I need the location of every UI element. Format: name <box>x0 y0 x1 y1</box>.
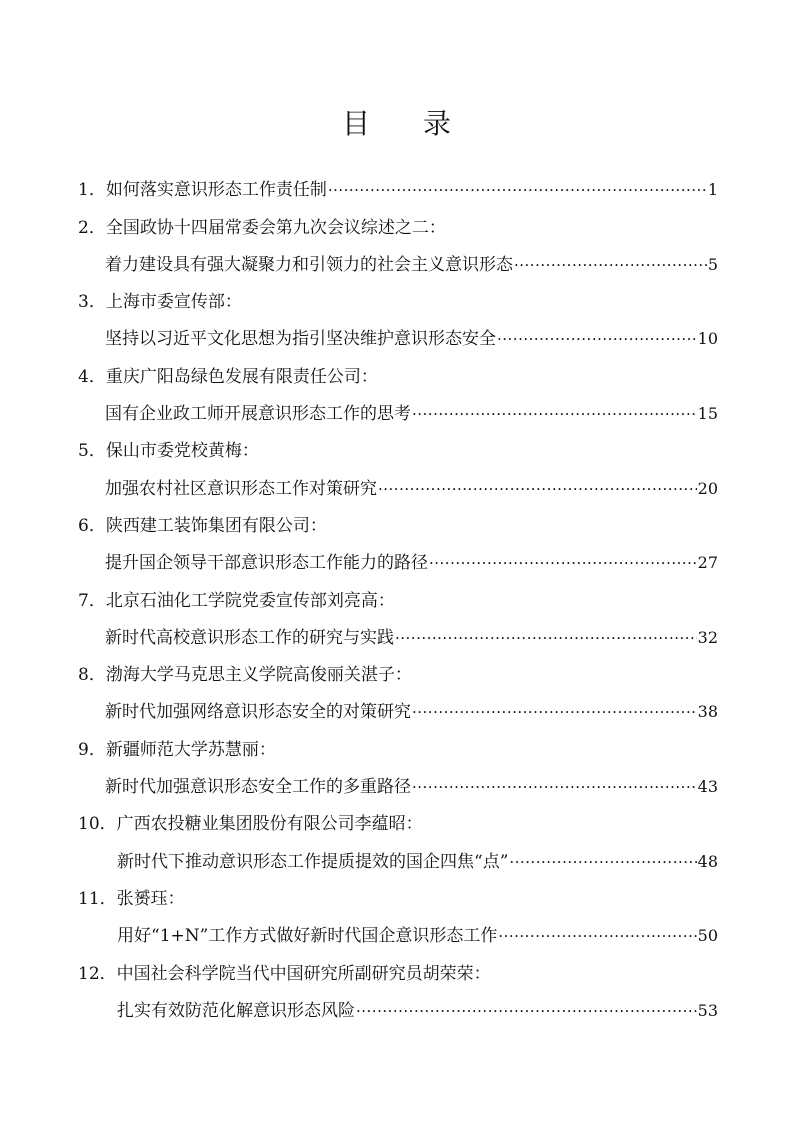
entry-number: 7． <box>78 591 106 611</box>
dot-leader <box>412 402 697 426</box>
entry-subtitle: 提升国企领导干部意识形态工作能力的路径 <box>105 553 428 573</box>
dot-leader <box>509 850 696 874</box>
entry-subtitle: 新时代加强意识形态安全工作的多重路径 <box>105 777 411 797</box>
entry-subtitle: 扎实有效防范化解意识形态风险 <box>117 1001 355 1021</box>
entry-number: 10． <box>78 814 117 834</box>
toc-entry-7[interactable] <box>105 626 718 650</box>
dot-leader <box>328 178 707 202</box>
entry-heading: 张赟珏： <box>116 889 185 909</box>
toc-entry-8[interactable] <box>105 700 718 724</box>
toc-entry-8-heading <box>78 663 412 687</box>
dot-leader <box>429 551 697 575</box>
entry-heading: 上海市委宣传部： <box>105 292 242 312</box>
dot-leader <box>498 924 696 948</box>
entry-number: 3． <box>78 292 106 312</box>
page-title: 目 录 <box>342 107 473 140</box>
toc-entry-10[interactable] <box>117 850 718 874</box>
entry-page-number: 53 <box>697 1001 718 1020</box>
toc-entry-3-heading <box>78 290 242 314</box>
entry-number: 11． <box>78 889 117 909</box>
entry-page-number: 10 <box>697 329 718 348</box>
entry-heading: 如何落实意识形态工作责任制 <box>105 180 327 200</box>
entry-subtitle: 国有企业政工师开展意识形态工作的思考 <box>105 404 411 424</box>
entry-subtitle: 新时代加强网络意识形态安全的对策研究 <box>105 702 411 722</box>
toc-entry-5-heading <box>78 439 259 463</box>
toc-entry-9[interactable] <box>105 775 718 799</box>
entry-page-number: 15 <box>697 404 718 423</box>
entry-number: 5． <box>78 441 106 461</box>
toc-entry-5[interactable] <box>105 477 718 501</box>
toc-entry-12-heading <box>78 962 491 986</box>
entry-subtitle: 坚持以习近平文化思想为指引坚决维护意识形态安全 <box>105 329 496 349</box>
toc-entry-9-heading <box>78 738 276 762</box>
toc-entry-2-heading <box>78 216 446 240</box>
entry-number: 9． <box>78 740 106 760</box>
toc-entry-3[interactable] <box>105 327 718 351</box>
entry-number: 2． <box>78 218 106 238</box>
entry-page-number: 43 <box>697 777 718 796</box>
entry-heading: 保山市委党校黄梅： <box>105 441 259 461</box>
entry-heading: 渤海大学马克思主义学院高俊丽关湛子： <box>105 665 412 685</box>
entry-heading: 新疆师范大学苏慧丽： <box>105 740 276 760</box>
entry-page-number: 1 <box>707 180 718 199</box>
dot-leader <box>514 253 707 277</box>
dot-leader <box>497 327 697 351</box>
toc-entry-7-heading <box>78 589 395 613</box>
dot-leader <box>412 700 697 724</box>
entry-number: 8． <box>78 665 106 685</box>
toc-entry-11[interactable] <box>117 924 718 948</box>
dot-leader <box>356 999 697 1023</box>
entry-page-number: 38 <box>697 702 718 721</box>
toc-entry-11-heading <box>78 887 185 911</box>
toc-entry-6[interactable] <box>105 551 718 575</box>
entry-page-number: 50 <box>697 926 718 945</box>
entry-heading: 陕西建工装饰集团有限公司： <box>105 516 327 536</box>
entry-heading: 北京石油化工学院党委宣传部刘亮高： <box>105 591 395 611</box>
dot-leader <box>412 775 697 799</box>
entry-heading: 广西农投糖业集团股份有限公司李蕴昭： <box>116 814 423 834</box>
dot-leader <box>395 626 697 650</box>
toc-entry-4-heading <box>78 365 378 389</box>
entry-number: 12． <box>78 964 117 984</box>
toc-entry-10-heading <box>78 812 423 836</box>
entry-heading: 中国社会科学院当代中国研究所副研究员胡荣荣： <box>116 964 491 984</box>
entry-number: 6． <box>78 516 106 536</box>
entry-subtitle: 加强农村社区意识形态工作对策研究 <box>105 479 377 499</box>
toc-entry-4[interactable] <box>105 402 718 426</box>
entry-page-number: 32 <box>697 628 718 647</box>
toc-entry-2[interactable] <box>105 253 718 277</box>
entry-subtitle: 新时代高校意识形态工作的研究与实践 <box>105 628 394 648</box>
entry-heading: 重庆广阳岛绿色发展有限责任公司： <box>105 367 378 387</box>
toc-entry-1[interactable] <box>78 178 718 202</box>
toc-entry-6-heading <box>78 514 327 538</box>
entry-number: 4． <box>78 367 106 387</box>
entry-page-number: 48 <box>697 852 718 871</box>
toc-entry-12[interactable] <box>117 999 718 1023</box>
dot-leader <box>378 477 697 501</box>
entry-subtitle: 着力建设具有强大凝聚力和引领力的社会主义意识形态 <box>105 255 513 275</box>
entry-page-number: 20 <box>697 479 718 498</box>
entry-subtitle: 用好“1+N”工作方式做好新时代国企意识形态工作 <box>117 926 498 946</box>
entry-subtitle: 新时代下推动意识形态工作提质提效的国企四焦“点” <box>117 852 509 872</box>
entry-number: 1． <box>78 180 106 200</box>
entry-page-number: 5 <box>707 255 718 274</box>
entry-page-number: 27 <box>697 553 718 572</box>
entry-heading: 全国政协十四届常委会第九次会议综述之二： <box>105 218 446 238</box>
